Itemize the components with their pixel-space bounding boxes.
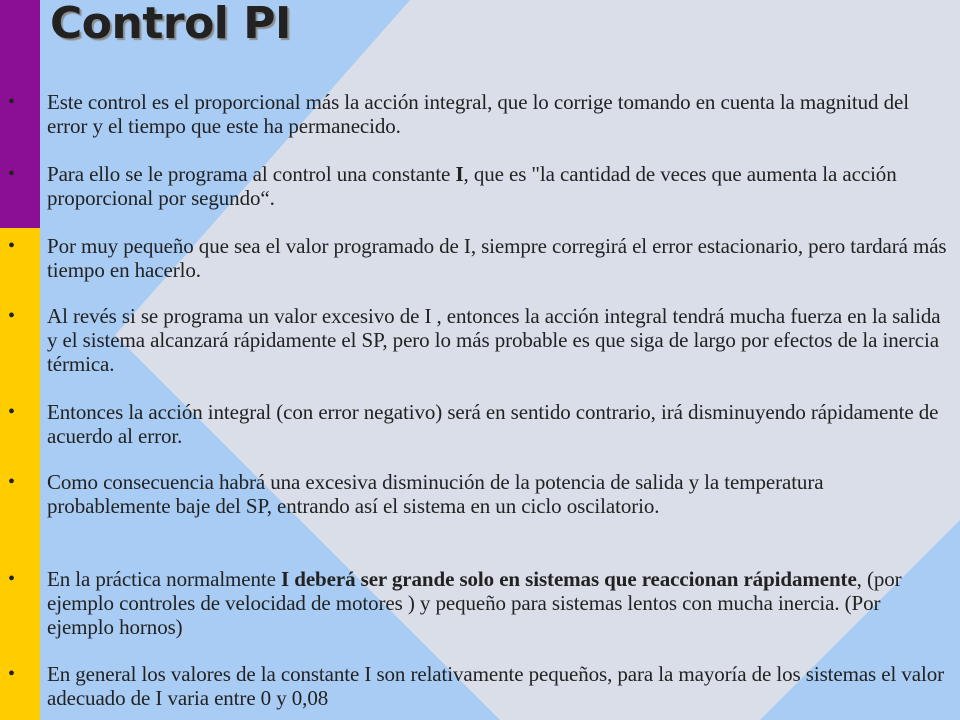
bullet-dot: • xyxy=(8,163,16,185)
bullet-text xyxy=(47,162,947,210)
bullet-text-part: , (por ejemplo controles de velocidad de motores ) y pequeño para sistemas lentos con mucha inercia. (Por ejemplo hornos) xyxy=(47,567,902,639)
slide-title: Control PI xyxy=(50,0,291,49)
bullet-text-part: , que es "la cantidad de veces que aumenta la acción proporcional por segundo“. xyxy=(47,162,897,210)
bullet-text-bold: I deberá ser grande solo en sistemas que reaccionan rápidamente xyxy=(281,567,857,591)
bullet-text xyxy=(47,567,947,639)
bullet-text-part: En la práctica normalmente xyxy=(47,567,282,591)
bullet-dot: • xyxy=(8,91,16,113)
bullet-text: Entonces la acción integral (con error negativo) será en sentido contrario, irá disminuyendo rápidamente de acuerdo al error. xyxy=(47,400,939,448)
bullet-dot: • xyxy=(8,471,16,493)
bullet-text: En general los valores de la constante I son relativamente pequeños, para la mayoría de los sistemas el valor adecuado de I varia entre 0 y 0,08 xyxy=(47,662,945,710)
bullet-text: Al revés si se programa un valor excesivo de I , entonces la acción integral tendrá mucha fuerza en la salida y el sistema alcanzará rápidamente el SP, pero lo más probable es que siga de largo por efectos de la inercia térmica. xyxy=(47,304,941,376)
bullet-dot: • xyxy=(8,401,16,423)
bullet-text-part: Para ello se le programa al control una constante xyxy=(47,162,456,186)
bullet-dot: • xyxy=(8,663,16,685)
bullet-text: Por muy pequeño que sea el valor programado de I, siempre corregirá el error estacionario, pero tardará más tiempo en hacerlo. xyxy=(47,234,947,282)
bullet-dot: • xyxy=(8,568,16,590)
bullet-text: Este control es el proporcional más la acción integral, que lo corrige tomando en cuenta la magnitud del error y el tiempo que este ha permanecido. xyxy=(47,90,909,138)
bullet-text: Como consecuencia habrá una excesiva disminución de la potencia de salida y la temperatura probablemente baje del SP, entrando así el sistema en un ciclo oscilatorio. xyxy=(47,470,824,518)
bullet-dot: • xyxy=(8,305,16,327)
bullet-dot: • xyxy=(8,235,16,257)
bullet-text-bold: I xyxy=(455,162,464,186)
